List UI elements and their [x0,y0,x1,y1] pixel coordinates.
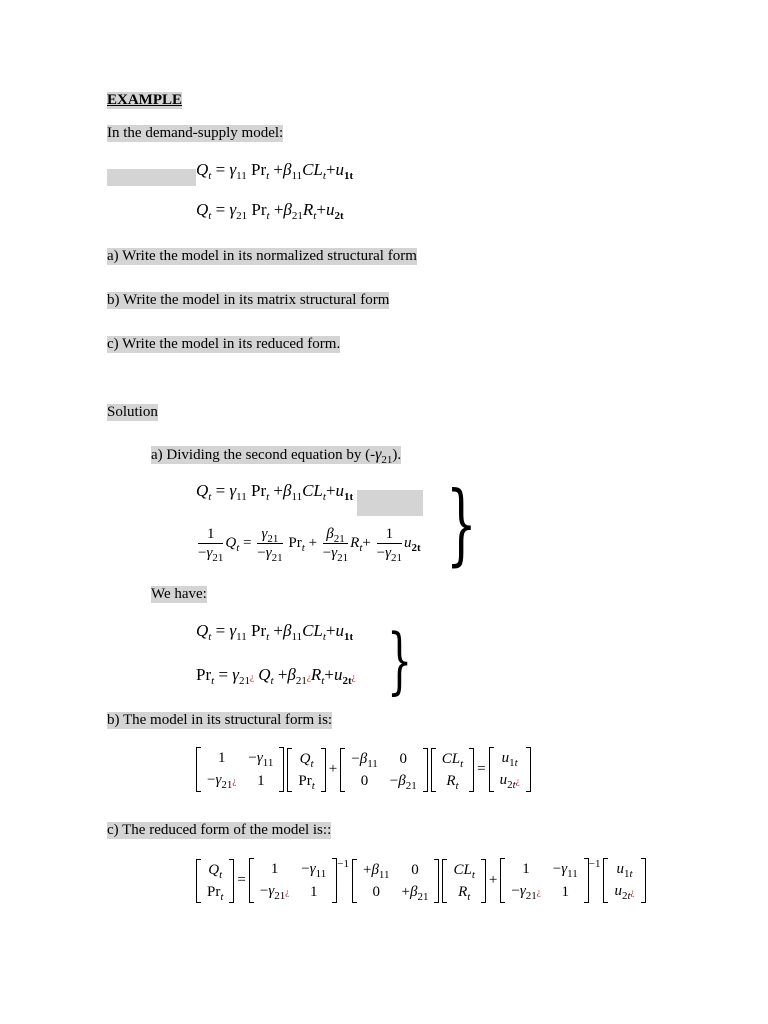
equation-final-1: $Q_t = \gamma_{11}$ $Pr_t +\beta_{11}CL_t+u_{1t}$ [196,621,354,643]
step-a-suffix: ). [392,447,402,463]
error-vector: $u_{1t}$ $u_{2t}¿$ [489,747,531,792]
equation-normalized-2: $\frac{1}{-\gamma_{21}}$ $Q_t$ = $\frac{\gamma_{21}}{-\gamma_{21}}$ $Pr_t$ + $\frac{\beta_{21}}{-\gamma_{21}}$ $R_t+$ $\frac{1}{-\gamma_{21}}$ $u_{2t}$ [198,526,421,564]
equation-demand: $Q_t = \gamma_{11}$ $Pr_t +\beta_{11}CL_t+u_{1t}$ [196,160,354,182]
highlight-block [107,169,196,186]
beta-matrix: $-\beta_{11}$ 0 0 $-\beta_{21}$ [340,748,428,792]
step-c-text: c) The reduced form of the model is:: [107,822,332,838]
right-brace: } [387,618,413,702]
step-a-prefix: a) Dividing the second equation by (- [151,447,376,463]
gamma-matrix: 1 $-\gamma_{11}$ $-\gamma_{21}¿$ 1 [249,858,337,903]
equals-sign: = [477,761,486,777]
error-vector: $u_{1t}$ $u_{2t}¿$ [603,858,645,903]
gamma21-symbol: $\gamma_{21}$ [375,446,393,466]
beta-matrix: $+\beta_{11}$ 0 0 $+\beta_{21}$ [352,859,440,903]
intro-text: In the demand-supply model: [107,125,284,141]
plus-sign: + [488,872,498,888]
example-heading: EXAMPLE [107,92,182,108]
question-a: a) Write the model in its normalized structural form [107,248,417,264]
gamma-matrix: 1 $-\gamma_{11}$ $-\gamma_{21}¿$ 1 [196,747,284,792]
equation-final-2: $Pr_t$ = $\gamma_{21}¿$ $Q_t$ $+\beta_{21}¿R_t+u_{2t}¿$ [196,665,356,687]
exogenous-vector: $CL_t$ $R_t$ [431,748,474,792]
right-brace: } [446,472,477,575]
structural-matrix-equation [196,747,531,792]
reduced-form-equation [196,858,646,903]
exogenous-vector: $CL_t$ $R_t$ [442,859,485,903]
gamma-matrix: 1 $-\gamma_{11}$ $-\gamma_{21}¿$ 1 [500,858,588,903]
step-b-text: b) The model in its structural form is: [107,712,333,728]
we-have-text: We have: [151,586,207,602]
plus-sign: + [328,761,338,777]
equals-sign: = [237,872,246,888]
question-c: c) Write the model in its reduced form. [107,336,341,352]
step-a-text [151,446,401,464]
equation-normalized-1: $Q_t = \gamma_{11}$ $Pr_t +\beta_{11}CL_t+u_{1t}$ [196,481,354,503]
inverse-exponent: −1 [337,858,349,870]
endogenous-vector: $Q_t$ $Pr_t$ [287,748,325,792]
equation-supply: $Q_t = \gamma_{21}$ $Pr_t +\beta_{21}R_t+u_{2t}$ [196,200,344,222]
endogenous-vector: $Q_t$ $Pr_t$ [196,859,234,903]
inverse-exponent: −1 [588,858,601,870]
highlight-block [357,490,423,516]
question-b: b) Write the model in its matrix structural form [107,292,390,308]
solution-label: Solution [107,404,158,420]
